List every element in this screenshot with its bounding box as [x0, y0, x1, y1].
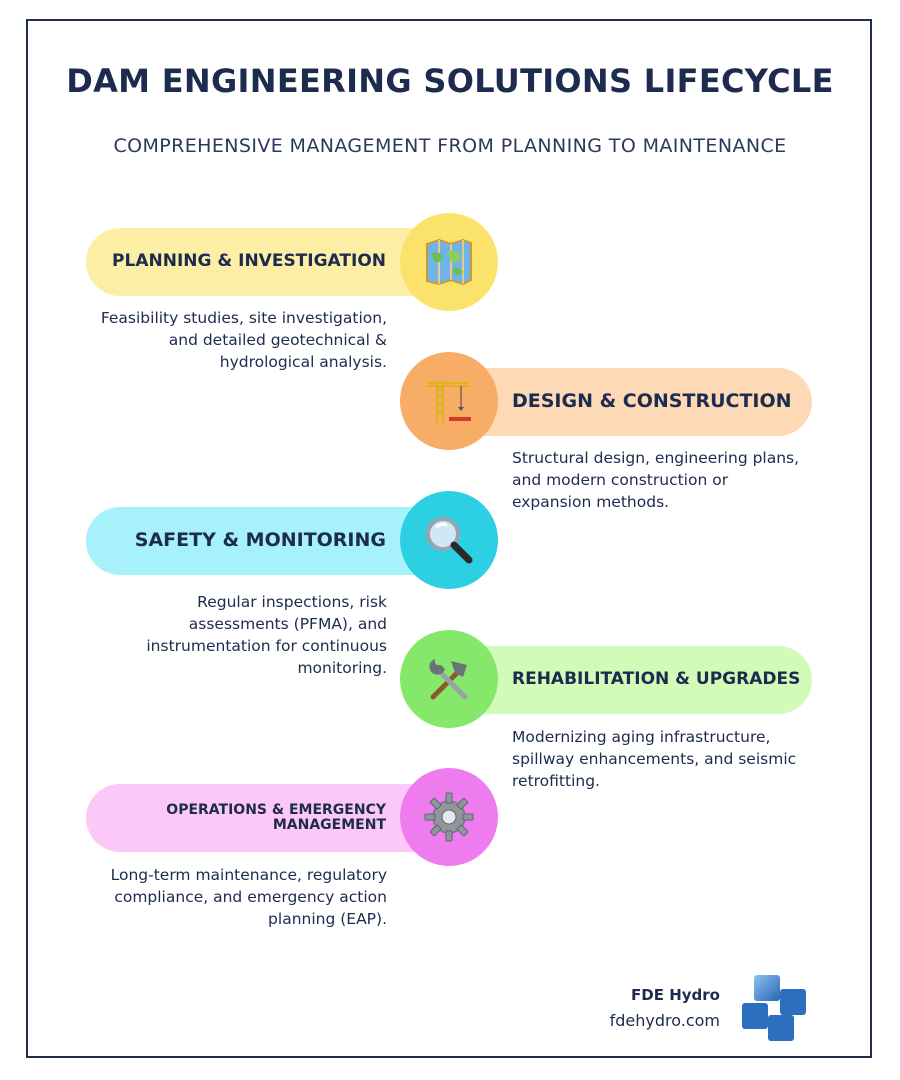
stage-rehab-label: REHABILITATION & UPGRADES [512, 669, 801, 690]
stage-rehab-pill [452, 646, 812, 714]
stage-operations-pill [86, 784, 446, 852]
stage-design-circle [400, 352, 498, 450]
stage-safety-description: Regular inspections, risk assessments (PFMA), and instrumentation for continuous monitoring. [146, 593, 387, 677]
stage-operations-circle [400, 768, 498, 866]
page-title: DAM ENGINEERING SOLUTIONS LIFECYCLE [66, 62, 834, 100]
stage-safety-circle [400, 491, 498, 589]
stage-safety-label: SAFETY & MONITORING [134, 529, 386, 552]
map-icon [421, 234, 477, 290]
crane-icon [421, 373, 477, 429]
stage-design-pill [452, 368, 812, 436]
brand-name: FDE Hydro [631, 986, 720, 1004]
stage-planning-label: PLANNING & INVESTIGATION [112, 251, 386, 272]
stage-rehab-description: Modernizing aging infrastructure, spillway enhancements, and seismic retrofitting. [512, 728, 797, 790]
stage-operations-description: Long-term maintenance, regulatory compliance, and emergency action planning (EAP). [110, 866, 387, 928]
magnifier-icon [421, 512, 477, 568]
stage-design-description: Structural design, engineering plans, and modern construction or expansion methods. [512, 449, 800, 511]
stage-operations-label: OPERATIONS & EMERGENCY MANAGEMENT [166, 802, 386, 833]
stage-safety-pill [86, 507, 446, 575]
gear-icon [421, 789, 477, 845]
brand-url[interactable]: fdehydro.com [609, 1011, 720, 1030]
stage-planning-circle [400, 213, 498, 311]
stage-planning-pill [86, 228, 446, 296]
stage-rehab-circle [400, 630, 498, 728]
stage-planning-description: Feasibility studies, site investigation, and detailed geotechnical & hydrological analysis. [100, 309, 387, 371]
tools-icon [421, 651, 477, 707]
page-subtitle: COMPREHENSIVE MANAGEMENT FROM PLANNING TO MAINTENANCE [113, 135, 787, 157]
brand-logo-icon [740, 975, 810, 1045]
stage-design-label: DESIGN & CONSTRUCTION [512, 390, 792, 413]
